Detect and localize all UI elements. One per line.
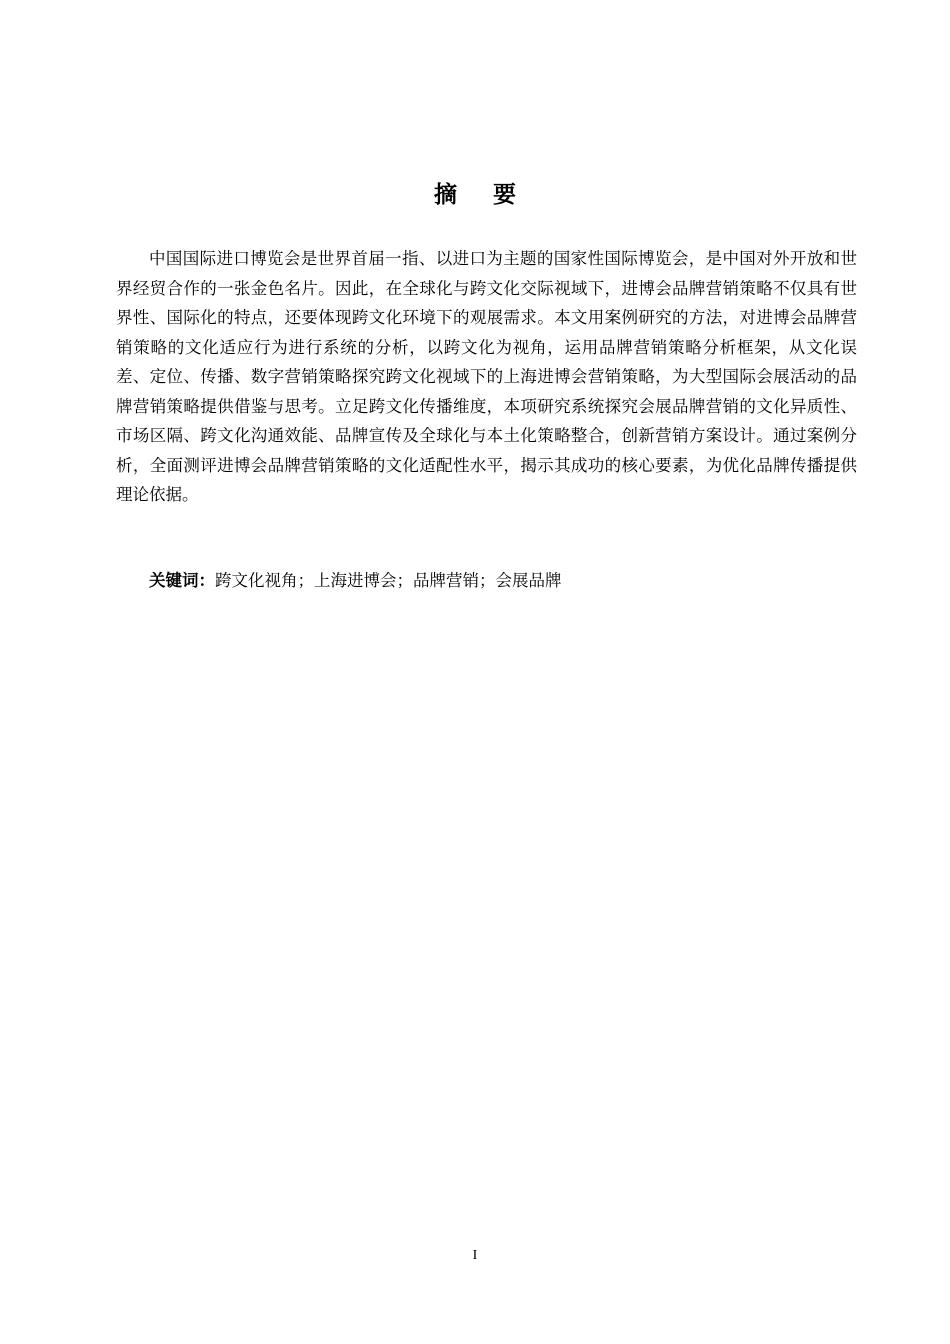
abstract-title: 摘要 xyxy=(434,181,552,208)
abstract-paragraph: 中国国际进口博览会是世界首届一指、以进口为主题的国家性国际博览会，是中国对外开放和世界经贸合作的一张金色名片。因此，在全球化与跨文化交际视域下，进博会品牌营销策略不仅具有世界性、国际化的特点，还要体现跨文化环境下的观展需求。本文用案例研究的方法，对进博会品牌营销策略的文化适应行为进行系统的分析，以跨文化为视角，运用品牌营销策略分析框架，从文化误差、定位、传播、数字营销策略探究跨文化视域下的上海进博会营销策略，为大型国际会展活动的品牌营销策略提供借鉴与思考。立足跨文化传播维度，本项研究系统探究会展品牌营销的文化异质性、市场区隔、跨文化沟通效能、品牌宣传及全球化与本土化策略整合，创新营销方案设计。通过案例分析，全面测评进博会品牌营销策略的文化适配性水平，揭示其成功的核心要素，为优化品牌传播提供理论依据。 xyxy=(116,249,857,504)
keywords-label: 关键词： xyxy=(149,571,215,590)
keywords-text: 跨文化视角；上海进博会；品牌营销；会展品牌 xyxy=(215,571,562,590)
keywords-line xyxy=(116,566,857,596)
page-number: I xyxy=(472,1248,478,1263)
